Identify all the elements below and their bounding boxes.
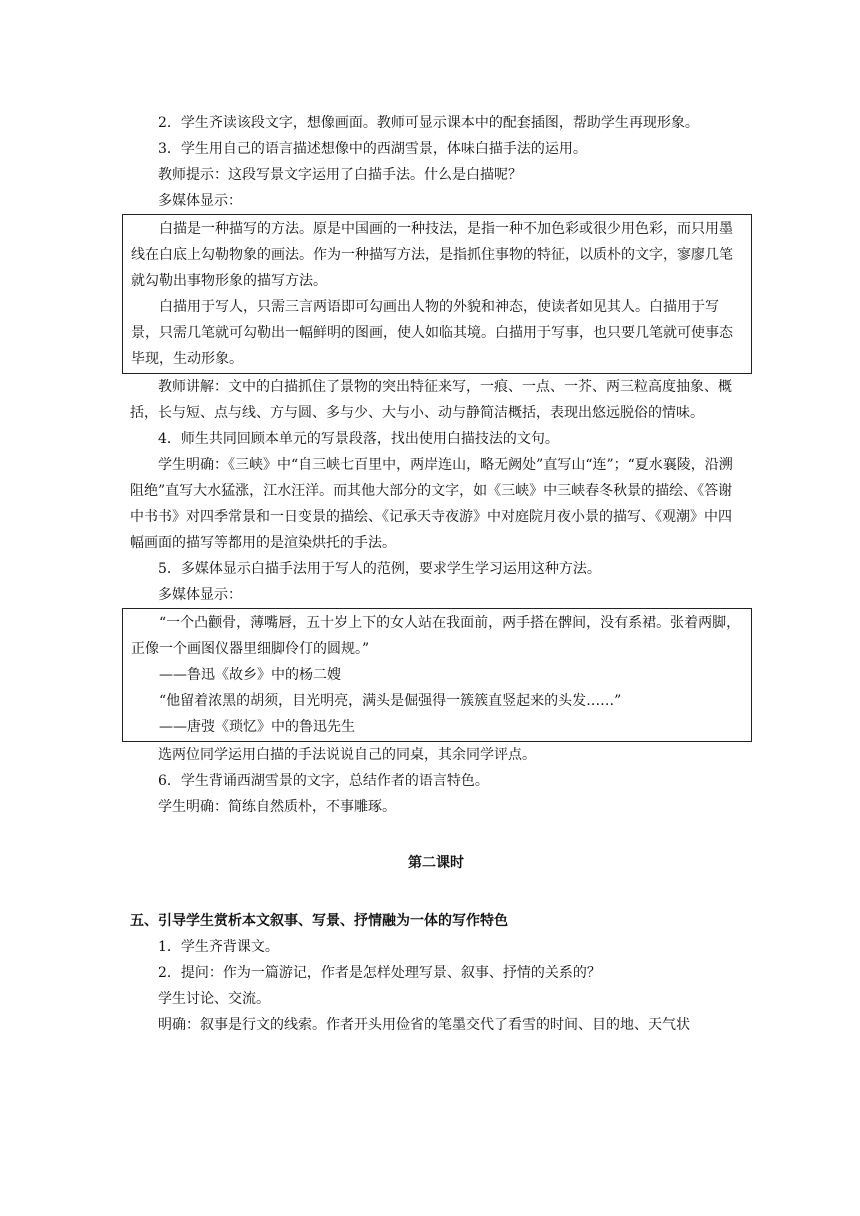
paragraph: 6．学生背诵西湖雪景的文字，总结作者的语言特色。 [158,773,489,789]
paragraph: 3．学生用自己的语言描述想像中的西湖雪景，体味白描手法的运用。 [158,141,587,157]
paragraph: 2．提问：作为一篇游记，作者是怎样处理写景、叙事、抒情的关系的？ [158,965,601,981]
paragraph: 1．学生齐背课文。 [158,939,279,955]
multimedia-box-baimiao-definition [122,214,752,374]
quote-text: “他留着浓黑的胡须，目光明亮，满头是倔强得一簇簇直竖起来的头发……” [159,693,622,709]
quote-source: ——唐弢《琐忆》中的鲁迅先生 [159,719,355,735]
paragraph: 多媒体显示： [158,193,242,209]
paragraph: 学生明确：《三峡》中“自三峡七百里中，两岸连山，略无阙处”直写山“连”；“夏水襄陵，沿溯阻绝”直写大水猛涨，江水汪洋。而其他大部分的文字，如《三峡》中三峡春冬秋景的描绘、《答谢中书书》对四季常景和一日变景的描绘、《记承天寺夜游》中对庭院月夜小景的描写、《观潮》中四幅画面的描写等都用的是渲染烘托的手法。 [130,457,733,551]
lesson-title: 第二课时 [408,855,464,871]
box-paragraph: 白描用于写人，只需三言两语即可勾画出人物的外貌和神态，使读者如见其人。白描用于写景，只需几笔就可勾勒出一幅鲜明的图画，使人如临其境。白描用于写事，也只要几笔就可使事态毕现，生动形象。 [131,299,733,367]
multimedia-box-examples [122,608,752,742]
paragraph: 学生明确：简练自然质朴，不事雕琢。 [158,799,396,815]
paragraph: 学生讨论、交流。 [158,991,270,1007]
quote-text: “一个凸颧骨，薄嘴唇，五十岁上下的女人站在我面前，两手搭在髀间，没有系裙。张着两脚，正像一个画图仪器里细脚伶仃的圆规。” [131,615,741,657]
section-heading: 五、引导学生赏析本文叙事、写景、抒情融为一体的写作特色 [130,913,508,929]
box-paragraph: 白描是一种描写的方法。原是中国画的一种技法，是指一种不加色彩或很少用色彩，而只用墨线在白底上勾勒物象的画法。作为一种描写方法，是指抓住事物的特征，以质朴的文字，寥廖几笔就勾勒出事物形象的描写方法。 [131,221,733,289]
paragraph: 教师提示：这段写景文字运用了白描手法。什么是白描呢？ [158,167,522,183]
paragraph: 教师讲解：文中的白描抓住了景物的突出特征来写，一痕、一点、一芥、两三粒高度抽象、概括，长与短、点与线、方与圆、多与少、大与小、动与静简洁概括，表现出悠远脱俗的情味。 [130,379,732,421]
quote-source: ——鲁迅《故乡》中的杨二嫂 [159,667,341,683]
paragraph: 5．多媒体显示白描手法用于写人的范例，要求学生学习运用这种方法。 [158,561,601,577]
paragraph: 明确：叙事是行文的线索。作者开头用俭省的笔墨交代了看雪的时间、目的地、天气状 [158,1017,690,1033]
paragraph: 选两位同学运用白描的手法说说自己的同桌，其余同学评点。 [158,747,536,763]
paragraph: 多媒体显示： [158,587,242,603]
document-body [130,110,742,1038]
paragraph: 4．师生共同回顾本单元的写景段落，找出使用白描技法的文句。 [158,431,559,447]
paragraph: 2．学生齐读该段文字，想像画面。教师可显示课本中的配套插图，帮助学生再现形象。 [158,115,699,131]
